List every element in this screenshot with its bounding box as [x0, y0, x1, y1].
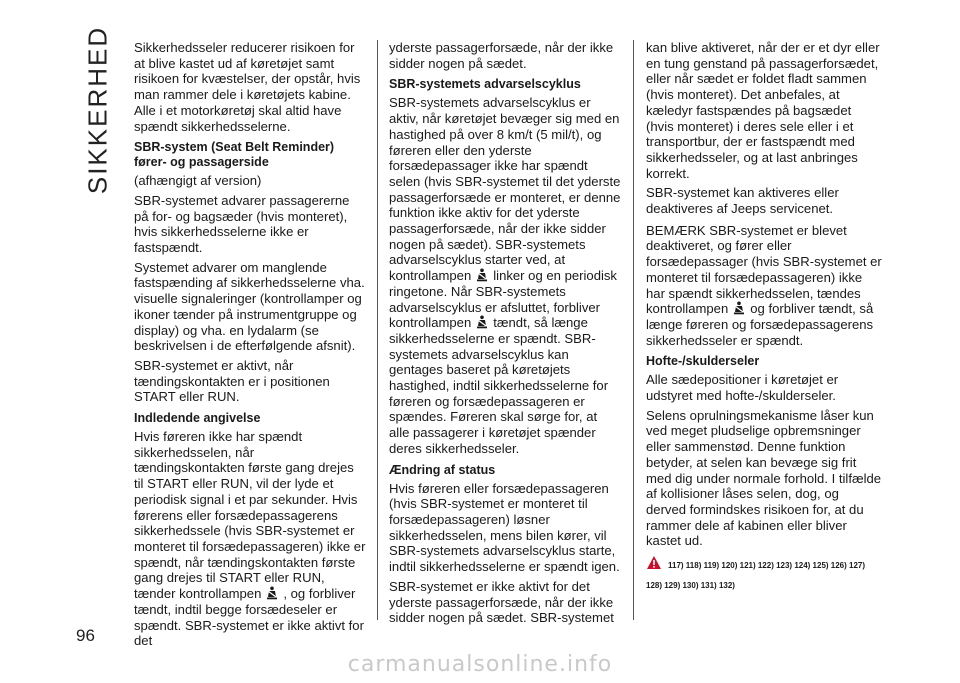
status-paragraph-2: SBR-systemet er ikke aktivt for det yderste passagerforsæde, når der ikke sidder nogen på sædet. SBR-systemet — [389, 578, 614, 626]
heading-hip-shoulder-belts: Hofte-/skulderseler — [646, 354, 760, 369]
column-divider-1 — [377, 40, 378, 620]
heading-status-change: Ændring af status — [389, 462, 496, 477]
warning-triangle-icon — [646, 555, 662, 571]
continuation-paragraph: yderste passagerforsæde, når der ikke sidder nogen på sædet. — [389, 40, 614, 71]
initial-indication-paragraph: Hvis føreren ikke har spændt sikkerhedsselen, når tændingskontakten første gang drejes til START eller RUN, vil der lyde et periodisk signal i et par sekunder. Hvis førerens eller forsædepassagerens sikkerhedssele (hvis SBR-systemet er monteret til forsædepassageren) ikke er spændt, når tændingskontakten første gang drejes til START eller RUN, tænder kontrollampen , og forbliver tændt, indtil begge forsædeseler er spændt. SBR-systemet er ikke aktivt for det — [134, 429, 366, 649]
seatbelt-warning-icon — [732, 301, 746, 315]
heading-initial-indication: Indledende angivelse — [134, 411, 261, 426]
text-column-3 — [646, 40, 882, 597]
section-title: SIKKERHED — [82, 25, 113, 195]
sbr-paragraph-2: Systemet advarer om manglende fastspænding af sikkerhedsselerne vha. visuelle signaleringer (kontrollamper og ikoner tænder på instrumentgruppe og display) og vha. en lydalarm (se beskrivelsen i de efterfølgende afsnit). — [134, 259, 365, 354]
warning-cycle-paragraph: SBR-systemets advarselscyklus er aktiv, når køretøjet bevæger sig med en hastighed på over 8 km/t (5 mil/t), og føreren eller den yderste forsædepassager ikke har spændt selen (hvis SBR-systemet til det yderste passagerforsæde er monteret, er denne funktion ikke aktiv for det yderste passagerforsæde, når der ikke sidder nogen på sædet). SBR-systemets advarselscyklus starter ved, at kontrollampen linker og en periodisk ringetone. Når SBR-systemets advarselscyklus er afsluttet, forbliver kontrollampen tændt, så længe sikkerhedsselerne er spændt. SBR-systemets advarselscyklus kan gentages baseret på køretøjets hastighed, indtil sikkerhedsselerne for føreren og forsædepassageren er spændes. Føreren skal sørge for, at alle passagerer i køretøjet spænder deres sikkerhedsseler. — [389, 95, 621, 456]
status-paragraph-1: Hvis føreren eller forsædepassageren (hvis SBR-systemet er monteret til forsædepassageren) løsner sikkerhedsselen, mens bilen kører, vil SBR-systemets advarselscyklus starte, indtil sikkerhedsselerne er spændt igen. — [389, 480, 620, 575]
page-number: 96 — [76, 626, 95, 645]
seatbelt-warning-icon — [475, 268, 489, 282]
version-note: (afhængigt af version) — [134, 173, 262, 189]
column-divider-2 — [633, 40, 634, 620]
watermark: carmanualsonline.info — [347, 652, 613, 677]
heading-warning-cycle: SBR-systemets advarselscyklus — [389, 77, 581, 92]
heading-sbr-system: SBR-system (Seat Belt Reminder) fører- og passagerside — [134, 140, 335, 170]
hip-paragraph-1: Alle sædepositioner i køretøjet er udstyret med hofte-/skulderseler. — [646, 372, 839, 404]
reference-numbers-line-1: 117) 118) 119) 120) 121) 122) 123) 124) 125) 126) 127) — [668, 561, 866, 571]
warning-references — [646, 555, 882, 577]
seatbelt-warning-icon — [475, 315, 489, 329]
sbr-paragraph-1: SBR-systemet advarer passagererne på for- og bagsæder (hvis monteret), hvis sikkerhedsselerne ikke er fastspændt. — [134, 192, 350, 256]
reference-numbers-line-2: 128) 129) 130) 131) 132) — [646, 581, 735, 591]
note-paragraph: BEMÆRK SBR-systemet er blevet deaktiveret, og fører eller forsædepassager (hvis SBR-systemet er monteret til forsædepassageren) ikke har spændt sikkerhedsselen, tændes kontrollampen og forbliver tændt, så længe føreren og forsædepassagerens sikkerhedsseler er spændt. — [646, 222, 882, 348]
intro-paragraph: Sikkerhedsseler reducerer risikoen for at blive kastet ud af køretøjet samt risikoen for kvæstelser, der opstår, hvis man rammer dele i køretøjets kabine. Alle i et motorkøretøj skal altid have spændt sikkerhedsselerne. — [134, 40, 361, 134]
text-column-1 — [134, 40, 366, 653]
sbr-paragraph-3: SBR-systemet er aktivt, når tændingskontakten er i positionen START eller RUN. — [134, 357, 330, 405]
continuation-paragraph: kan blive aktiveret, når der er et dyr eller en tung genstand på passagerforsædet, eller når sædet er foldet fladt sammen (hvis monteret). Det anbefales, at kæledyr fastspændes på bagsædet (hvis monteret) i deres sele eller i et transportbur, der er fastspændt med sikkerhedsseler, og at last anbringes korrekt. — [646, 40, 880, 181]
text-column-2 — [389, 40, 621, 630]
service-paragraph: SBR-systemet kan aktiveres eller deaktiveres af Jeeps servicenet. — [646, 185, 839, 217]
seatbelt-warning-icon — [265, 586, 279, 600]
hip-paragraph-2: Selens oprulningsmekanisme låser kun ved meget pludselige opbremsninger eller sammenstød. Denne funktion betyder, at selen kan bevæge sig frit med dig under normale forhold. I tilfælde af kollisioner låses selen, dog, og derved formindskes risikoen for, at du rammer dele af kabinen eller bliver kastet ud. — [646, 407, 882, 549]
